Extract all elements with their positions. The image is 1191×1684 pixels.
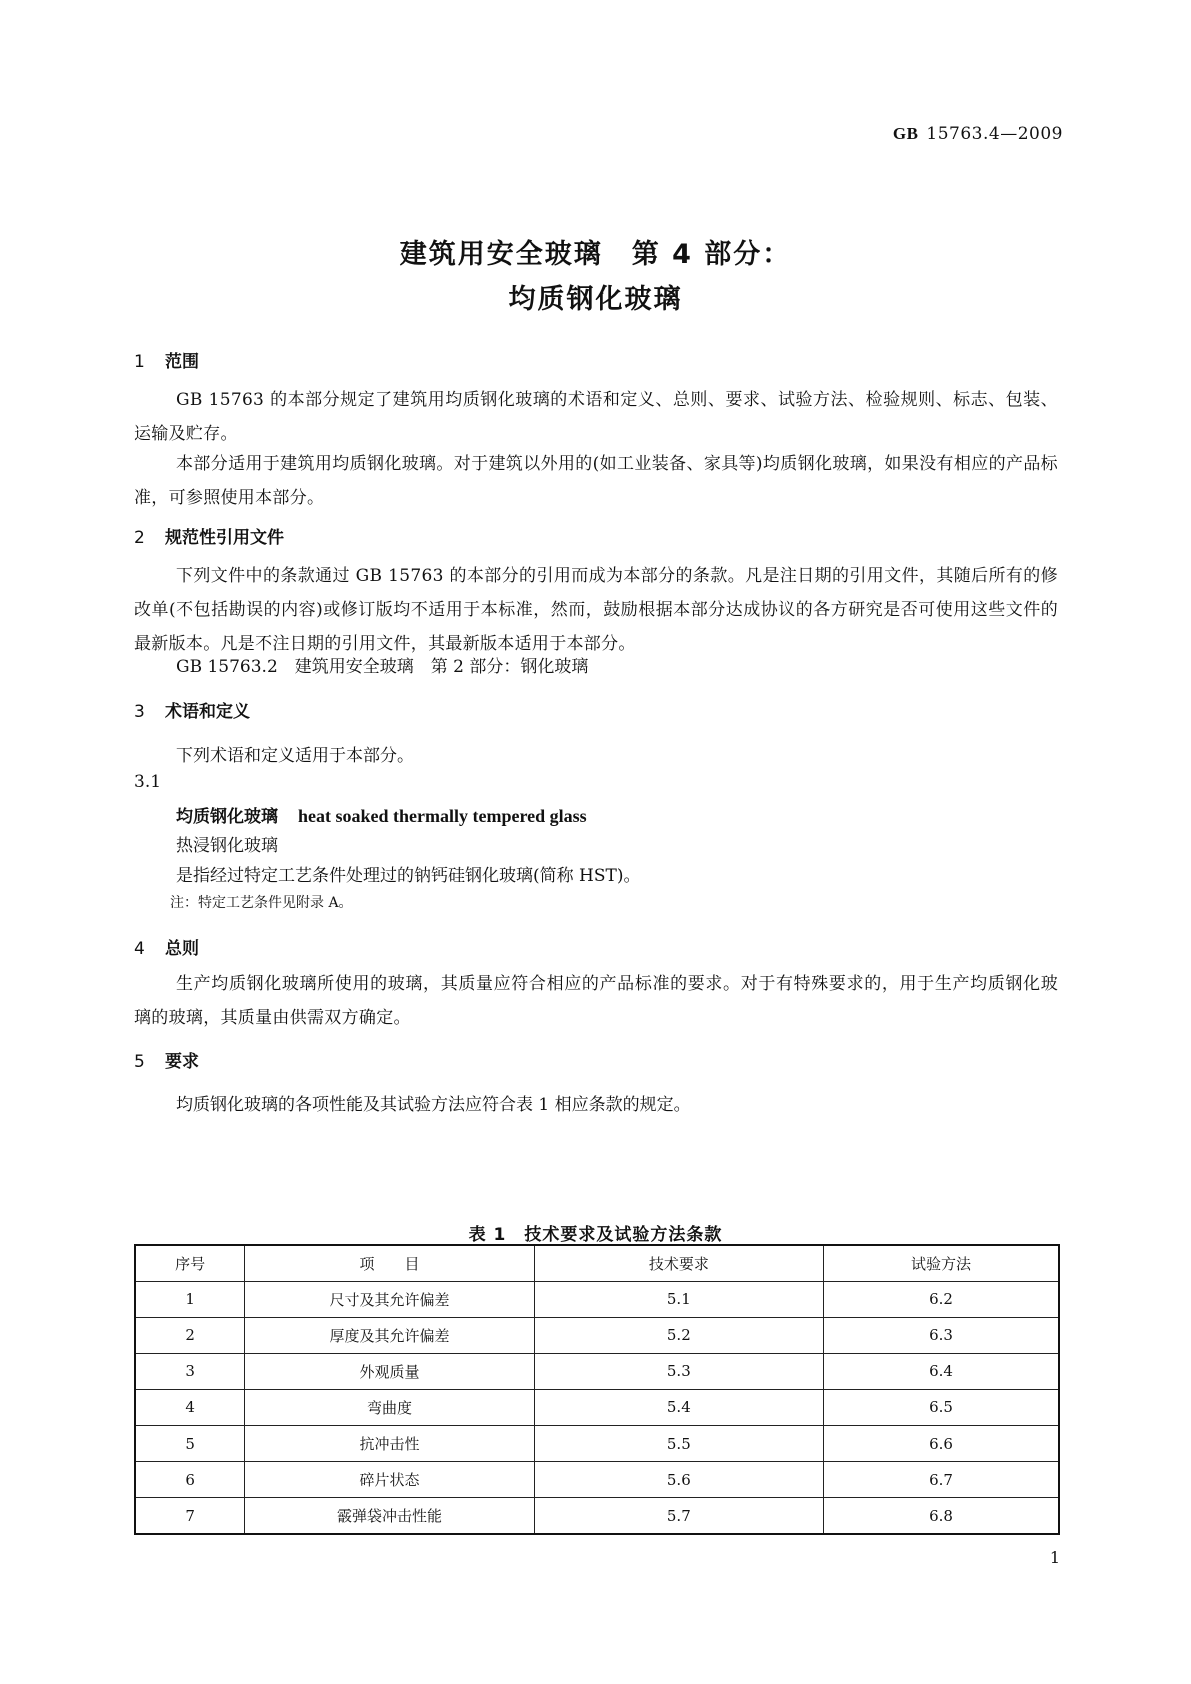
table-header-row <box>135 1245 1059 1281</box>
table-cell: 6.3 <box>824 1317 1060 1353</box>
table-cell: 4 <box>135 1389 245 1425</box>
normative-reference: GB 15763.2 建筑用安全玻璃 第 2 部分：钢化玻璃 <box>176 657 589 677</box>
table-row <box>135 1317 1059 1353</box>
section-1-paragraph-2: 本部分适用于建筑用均质钢化玻璃。对于建筑以外用的(如工业装备、家具等)均质钢化玻璃，如果没有相应的产品标准，可参照使用本部分。 <box>134 454 1058 508</box>
table-cell: 5.3 <box>534 1353 823 1389</box>
table-cell: 5.1 <box>534 1281 823 1317</box>
table-cell: 6.4 <box>824 1353 1060 1389</box>
standard-prefix: GB <box>892 124 919 143</box>
section-1-paragraph-1: GB 15763 的本部分规定了建筑用均质钢化玻璃的术语和定义、总则、要求、试验方法、检验规则、标志、包装、运输及贮存。 <box>134 390 1058 444</box>
table-cell: 5.6 <box>534 1462 823 1498</box>
table-cell: 1 <box>135 1281 245 1317</box>
table-row <box>135 1353 1059 1389</box>
standard-code <box>893 124 1063 144</box>
table-cell: 碎片状态 <box>245 1462 534 1498</box>
table-cell: 6.8 <box>824 1498 1060 1534</box>
table-cell: 7 <box>135 1498 245 1534</box>
table-row <box>135 1426 1059 1462</box>
table-cell: 5.5 <box>534 1426 823 1462</box>
table-row <box>135 1281 1059 1317</box>
table-cell: 5.4 <box>534 1389 823 1425</box>
table-cell: 5 <box>135 1426 245 1462</box>
section-4-paragraph-1: 生产均质钢化玻璃所使用的玻璃，其质量应符合相应的产品标准的要求。对于有特殊要求的，用于生产均质钢化玻璃的玻璃，其质量由供需双方确定。 <box>134 974 1058 1028</box>
table-cell: 6.2 <box>824 1281 1060 1317</box>
section-2-paragraph-1: 下列文件中的条款通过 GB 15763 的本部分的引用而成为本部分的条款。凡是注日期的引用文件，其随后所有的修改单(不包括勘误的内容)或修订版均不适用于本标准，然而，鼓励根据本部分达成协议的各方研究是否可使用这些文件的最新版本。凡是不注日期的引用文件，其最新版本适用于本部分。 <box>134 566 1058 654</box>
table-cell: 5.7 <box>534 1498 823 1534</box>
table-cell: 厚度及其允许偏差 <box>245 1317 534 1353</box>
table-cell: 6.5 <box>824 1389 1060 1425</box>
column-header-index: 序号 <box>135 1245 245 1281</box>
term-chinese: 均质钢化玻璃 <box>176 807 278 827</box>
term-definition: 是指经过特定工艺条件处理过的钠钙硅钢化玻璃(简称 HST)。 <box>176 866 641 886</box>
table-caption: 表 1 技术要求及试验方法条款 <box>468 1225 723 1245</box>
term-english: heat soaked thermally tempered glass <box>298 806 587 826</box>
column-header-test-method: 试验方法 <box>824 1245 1060 1281</box>
document-title-line2: 均质钢化玻璃 <box>508 284 683 315</box>
term-entry <box>176 802 587 827</box>
column-header-item: 项 目 <box>245 1245 534 1281</box>
technical-requirements-table <box>134 1244 1060 1535</box>
table-cell: 2 <box>135 1317 245 1353</box>
section-2-heading: 2 规范性引用文件 <box>134 528 284 548</box>
table-row <box>135 1498 1059 1534</box>
table-cell: 6.6 <box>824 1426 1060 1462</box>
table-cell: 6 <box>135 1462 245 1498</box>
term-note: 注：特定工艺条件见附录 A。 <box>170 895 353 911</box>
table-cell: 3 <box>135 1353 245 1389</box>
table-row <box>135 1389 1059 1425</box>
table-cell: 抗冲击性 <box>245 1426 534 1462</box>
standard-number: 15763.4—2009 <box>926 124 1063 144</box>
column-header-requirement: 技术要求 <box>534 1245 823 1281</box>
section-3-heading: 3 术语和定义 <box>134 702 250 722</box>
table-cell: 弯曲度 <box>245 1389 534 1425</box>
table-cell: 外观质量 <box>245 1353 534 1389</box>
table-row <box>135 1462 1059 1498</box>
section-1-heading: 1 范围 <box>134 352 199 372</box>
term-synonym: 热浸钢化玻璃 <box>176 836 278 856</box>
section-3-intro: 下列术语和定义适用于本部分。 <box>176 746 414 766</box>
table-cell: 霰弹袋冲击性能 <box>245 1498 534 1534</box>
document-title-line1: 建筑用安全玻璃 第 4 部分： <box>399 239 792 270</box>
table-cell: 6.7 <box>824 1462 1060 1498</box>
section-4-heading: 4 总则 <box>134 939 199 959</box>
section-5-paragraph-1: 均质钢化玻璃的各项性能及其试验方法应符合表 1 相应条款的规定。 <box>176 1095 691 1115</box>
table-cell: 尺寸及其允许偏差 <box>245 1281 534 1317</box>
table-cell: 5.2 <box>534 1317 823 1353</box>
page-number: 1 <box>1049 1548 1060 1567</box>
subsection-3-1-number: 3.1 <box>134 772 162 792</box>
section-5-heading: 5 要求 <box>134 1052 199 1072</box>
